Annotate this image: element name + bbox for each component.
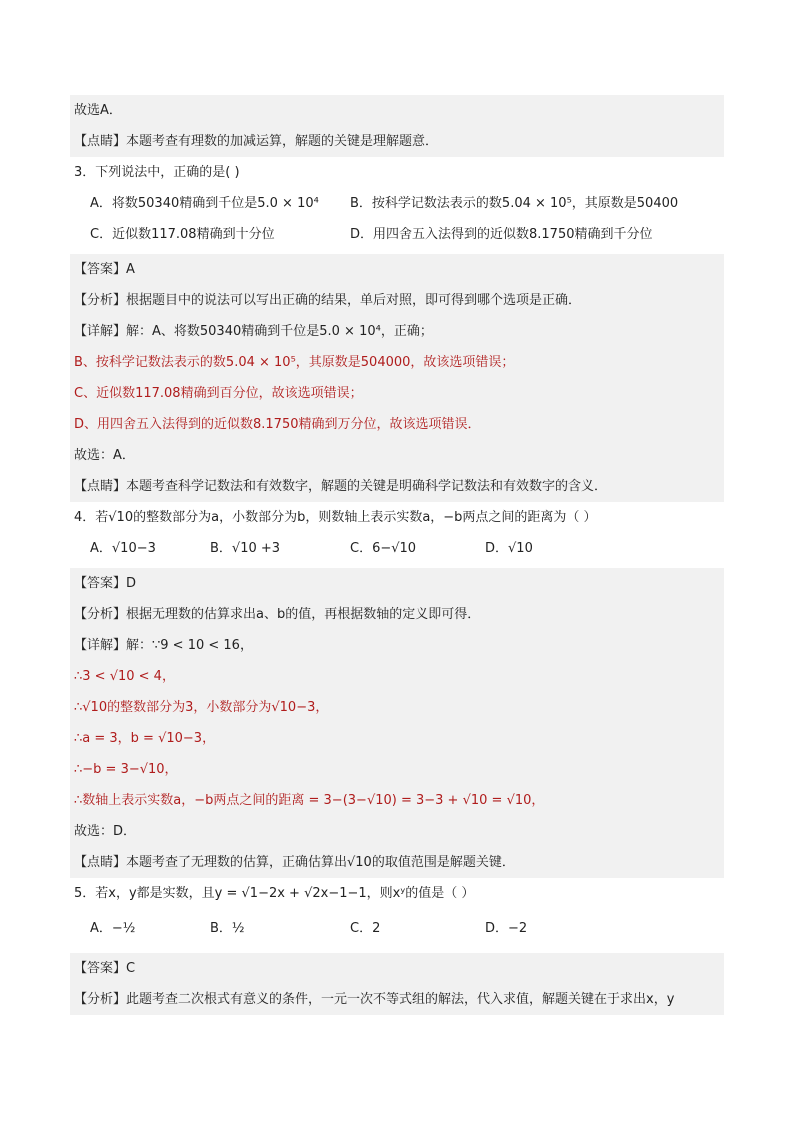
q5-option-b: B．½: [210, 921, 245, 936]
q4-options-row: [70, 533, 724, 564]
worksheet-page: [70, 95, 724, 1015]
q3-detail-4: D、用四舍五入法得到的近似数8.1750精确到万分位，故该选项错误．: [70, 409, 724, 440]
q4-detail-2: ∴3 < √10 < 4，: [70, 661, 724, 692]
q4-detail-4: ∴a = 3，b = √10−3，: [70, 723, 724, 754]
q3-options-row1: [70, 188, 724, 219]
q5-option-c: C．2: [350, 921, 381, 936]
q4-detail-1: 【详解】解：∵9 < 10 < 16，: [70, 630, 724, 661]
q3-option-d: D．用四舍五入法得到的近似数8.1750精确到千分位: [350, 227, 653, 242]
q5-options-row: [70, 909, 724, 949]
q5-option-d: D．−2: [485, 921, 528, 936]
q4-option-a: A．√10−3: [90, 541, 156, 556]
q3-detail-3: C、近似数117.08精确到百分位，故该选项错误；: [70, 378, 724, 409]
prev-choose-text: 故选A．: [74, 103, 122, 118]
q4-review: 【点睛】本题考查了无理数的估算，正确估算出√10的取值范围是解题关键．: [70, 847, 724, 878]
q3-analysis: 【分析】根据题目中的说法可以写出正确的结果，单后对照，即可得到哪个选项是正确．: [70, 285, 724, 316]
q5-stem: 5．若x，y都是实数，且y = √1−2x + √2x−1−1，则xʸ的值是（ ）: [74, 886, 475, 901]
prev-review-text: 【点睛】本题考查有理数的加减运算，解题的关键是理解题意．: [74, 134, 439, 149]
q4-option-b: B．√10 +3: [210, 541, 281, 556]
q5-analysis: 【分析】此题考查二次根式有意义的条件，一元一次不等式组的解法，代入求值，解题关键在于求出x，y: [70, 984, 724, 1015]
q5-option-a: A．−½: [90, 921, 136, 936]
q4-answer: 【答案】D: [70, 568, 724, 599]
q4-analysis: 【分析】根据无理数的估算求出a、b的值，再根据数轴的定义即可得．: [70, 599, 724, 630]
q4-choose: 故选：D．: [70, 816, 724, 847]
q3-detail-2: B、按科学记数法表示的数5.04 × 10⁵，其原数是504000，故该选项错误；: [70, 347, 724, 378]
q3-options-row2: [70, 219, 724, 250]
q4-option-d: D．√10: [485, 541, 533, 556]
prev-choose-line: [70, 95, 724, 126]
q3-answer: 【答案】A: [70, 254, 724, 285]
q4-detail-6: ∴数轴上表示实数a，−b两点之间的距离 = 3−(3−√10) = 3−3 + √10 = √10，: [70, 785, 724, 816]
q4-stem: 4．若√10的整数部分为a，小数部分为b，则数轴上表示实数a，−b两点之间的距离为（ ）: [74, 510, 597, 525]
q3-choose: 故选：A．: [70, 440, 724, 471]
q4-option-c: C．6−√10: [350, 541, 417, 556]
prev-review-line: [70, 126, 724, 157]
q3-stem: 3．下列说法中，正确的是( ): [74, 165, 240, 180]
q3-option-c: C．近似数117.08精确到十分位: [90, 227, 275, 242]
q5-answer: 【答案】C: [70, 953, 724, 984]
q3-review: 【点睛】本题考查科学记数法和有效数字，解题的关键是明确科学记数法和有效数字的含义．: [70, 471, 724, 502]
q3-option-b: B．按科学记数法表示的数5.04 × 10⁵，其原数是50400: [350, 196, 679, 211]
q4-detail-3: ∴√10的整数部分为3，小数部分为√10−3，: [70, 692, 724, 723]
q4-detail-5: ∴−b = 3−√10，: [70, 754, 724, 785]
q3-option-a: A．将数50340精确到千位是5.0 × 10⁴: [90, 196, 319, 211]
q3-detail-1: 【详解】解：A、将数50340精确到千位是5.0 × 10⁴，正确；: [70, 316, 724, 347]
